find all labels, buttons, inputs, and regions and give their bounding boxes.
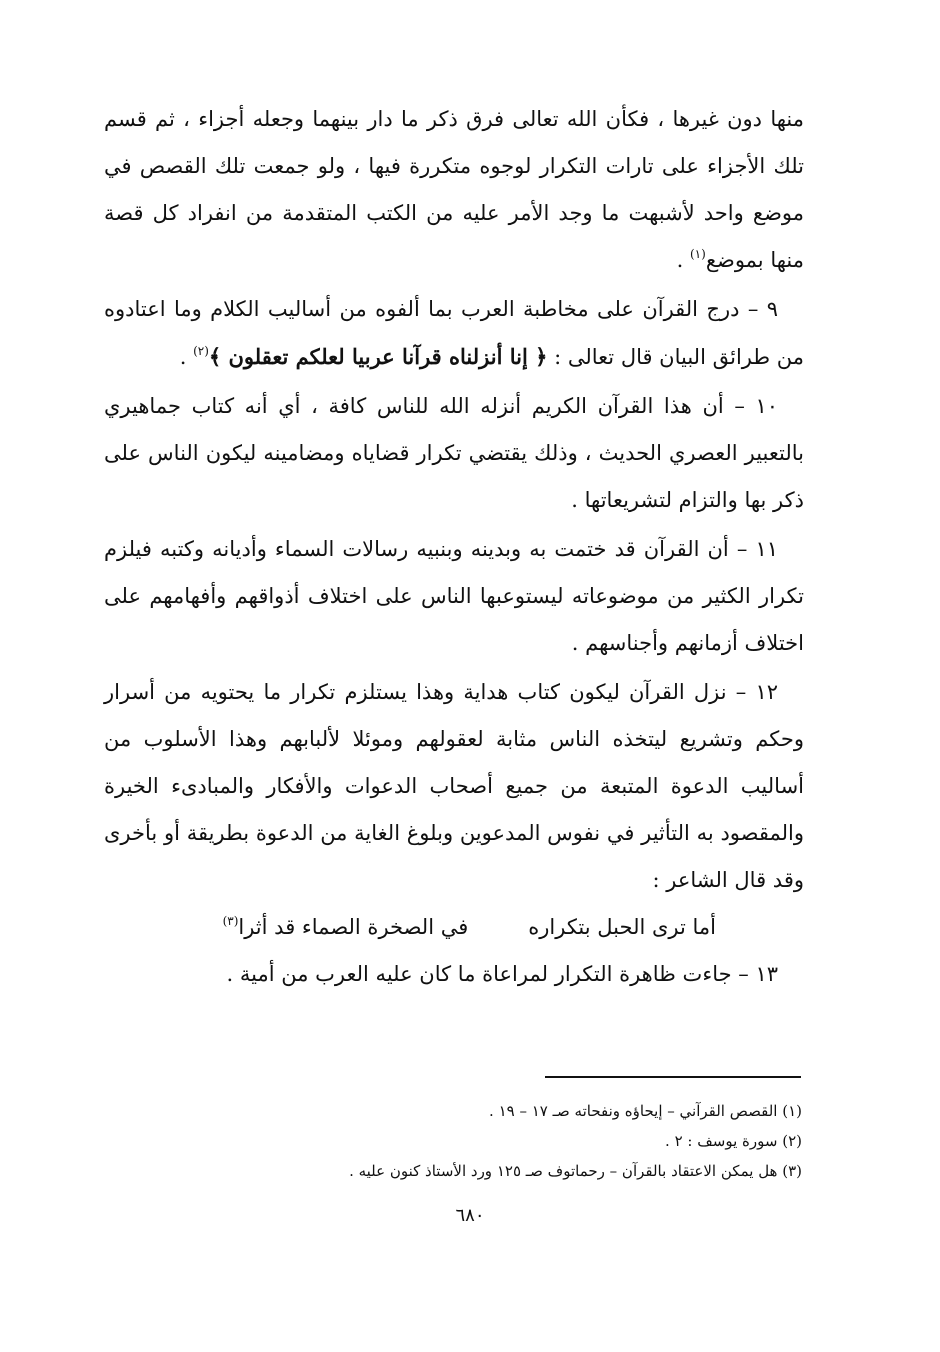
paragraph-12 <box>104 669 804 904</box>
footnote-1: (١) القصص القرآني – إيحاؤه ونفحاته صـ ١٧ – ١٩ . <box>489 1102 802 1120</box>
paragraph-text: ١٢ – نزل القرآن ليكون كتاب هداية وهذا يستلزم تكرار ما يحتويه من أسرار وحكم وتشريع ليتخذه الناس مثابة لعقولهم وموئلا لألبابهم وهذا الأسلوب من أساليب الدعوة المتبعة من جميع أصحاب الدعوات والأفكار والمبادىء الخيرة والمقصود به التأثير في نفوس المدعوين وبلوغ الغاية من الدعوة بطريقة أو بأخرى وقد قال الشاعر : <box>104 680 804 892</box>
paragraph-continuation <box>104 96 804 284</box>
paragraph-text: ١٠ – أن هذا القرآن الكريم أنزله الله للناس كافة ، أي أنه كتاب جماهيري بالتعبير العصري الحديث ، وذلك يقتضي تكرار قضاياه ومضامينه ليكون الناس على ذكر بها والتزام لتشريعاتها . <box>104 394 804 512</box>
paragraph-11 <box>104 526 804 667</box>
footnote-2: (٢) سورة يوسف : ٢ . <box>665 1132 802 1150</box>
paragraph-text: ١٣ – جاءت ظاهرة التكرار لمراعاة ما كان عليه العرب من أمية . <box>226 962 778 986</box>
paragraph-10 <box>104 383 804 524</box>
poetry-verse <box>104 904 804 951</box>
paragraph-text: ٩ – درج القرآن على مخاطبة العرب بما ألفوه من أساليب الكلام وما اعتادوه من طرائق البيان قال تعالى : <box>104 297 804 369</box>
page-number: ٦٨٠ <box>455 1205 485 1226</box>
main-text-block <box>104 96 804 998</box>
paragraph-13 <box>104 951 804 998</box>
quran-verse-quote: ﴿ إنا أنزلناه قرآنا عربيا لعلكم تعقلون ﴾ <box>208 344 548 369</box>
footnote-marker: (٣) <box>222 914 239 928</box>
footnote-marker: (١) <box>689 247 706 261</box>
footnote-3: (٣) هل يمكن الاعتقاد بالقرآن – رحماتوف صـ ١٢٥ ورد الأستاذ كنون عليه . <box>349 1162 802 1180</box>
footnote-marker: (٢) <box>193 344 209 358</box>
paragraph-text: ١١ – أن القرآن قد ختمت به وبدينه وبنبيه رسالات السماء وأديانه وكتبه فيلزم تكرار الكثير من موضوعاته ليستوعبها الناس على اختلاف أذواقهم وأفهامهم على اختلاف أزمانهم وأجناسهم . <box>104 537 804 655</box>
footnote-divider <box>545 1076 801 1078</box>
verse-first-hemistich: أما ترى الحبل بتكراره <box>528 915 716 939</box>
paragraph-text: منها دون غيرها ، فكأن الله تعالى فرق ذكر ما دار بينهما وجعله أجزاء ، ثم قسم تلك الأجزاء على تارات التكرار لوجوه متكررة فيها ، ولو جمعت تلك القصص في موضع واحد لأشبهت ما وجد الأمر عليه من الكتب المتقدمة من انفراد كل قصة منها بموضع <box>104 107 804 272</box>
paragraph-text-end: . <box>179 345 194 369</box>
footnotes-block <box>200 1096 802 1186</box>
verse-second-hemistich <box>223 904 469 951</box>
paragraph-text-end: . <box>676 248 690 272</box>
paragraph-9 <box>104 286 804 381</box>
verse-second-hemistich-text: في الصخرة الصماء قد أثرا <box>238 915 469 939</box>
